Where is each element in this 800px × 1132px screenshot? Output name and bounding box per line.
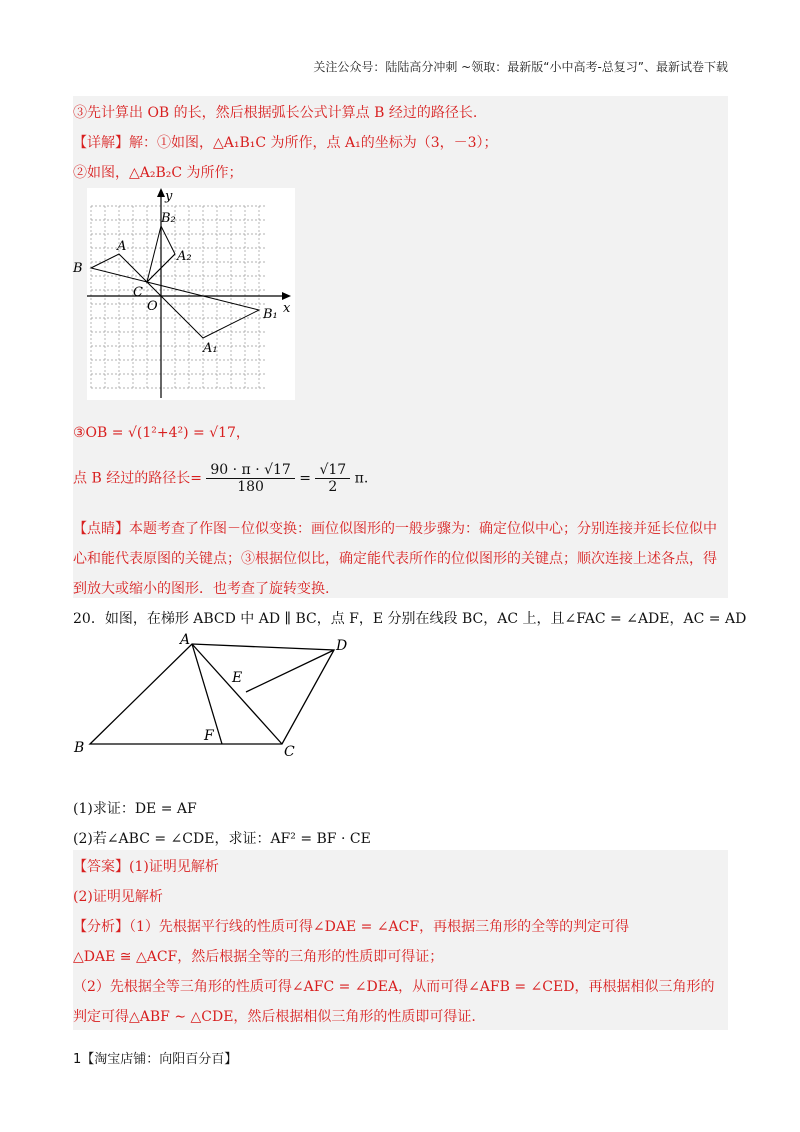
comment-text-1: 本题考查了作图－位似变换：画位似图形的一般步骤为：确定位似中心；分别连接并延长位似中 (129, 521, 717, 537)
analysis-label: 【分析】 (73, 919, 129, 935)
vertex-b-label: B (74, 740, 85, 756)
answer-line-1 (73, 856, 219, 876)
page-header: 关注公众号：陆陆高分冲刺 ~领取：最新版“小中高考-总复习”、最新试卷下载 (313, 60, 728, 74)
axis-y-label: y (165, 189, 173, 204)
path-numerator: 90 · π · √17 (206, 462, 294, 479)
analysis-line-4: 判定可得△ABF ∼ △CDE，然后根据相似三角形的性质即可得证. (73, 1009, 476, 1025)
point-a-label: A (117, 239, 127, 254)
page-footer: 1【淘宝店铺：向阳百分百】 (73, 1052, 238, 1067)
path-prefix: 点 B 经过的路径长= (73, 470, 202, 487)
point-b2-label: B₂ (161, 211, 176, 226)
answer-text-1: (1)证明见解析 (129, 859, 219, 875)
point-b-label: B (73, 261, 83, 276)
ob-calc: ③OB = √(1²+4²) = √17， (73, 425, 250, 441)
analysis-text-1: （1）先根据平行线的性质可得∠DAE = ∠ACF，再根据三角形的全等的判定可得 (129, 919, 630, 935)
analysis-line-3: （2）先根据全等三角形的性质可得∠AFC = ∠DEA，从而可得∠AFB = ∠CED，再根据相似三角形的 (73, 979, 715, 995)
point-a2-label: A₂ (177, 249, 192, 264)
analysis-line-2: △DAE ≅ △ACF，然后根据全等的三角形的性质即可得证； (73, 949, 444, 965)
comment-line-3: 到放大或缩小的图形．也考查了旋转变换. (73, 581, 330, 597)
q20-part2: (2)若∠ABC = ∠CDE，求证：AF² = BF · CE (73, 831, 371, 847)
comment-line-2: 心和能代表原图的关键点；③根据位似比，确定能代表所作的位似图形的关键点；顺次连接上述各点，得 (73, 551, 717, 567)
point-b1-label: B₁ (263, 307, 278, 322)
analysis-line-1 (73, 916, 629, 936)
q20-part1: (1)求证：DE = AF (73, 801, 197, 817)
path-numerator-2: √17 (315, 462, 350, 479)
vertex-c-label: C (284, 744, 295, 760)
path-denominator: 180 (237, 479, 264, 495)
vertex-d-label: D (336, 638, 348, 654)
comment-line-1 (73, 518, 717, 538)
solution-box-20 (73, 850, 728, 1030)
q20-stem: 20．如图，在梯形 ABCD 中 AD ∥ BC，点 F，E 分别在线段 BC，AC 上，且∠FAC = ∠ADE，AC = AD (73, 611, 747, 627)
vertex-a-label: A (180, 632, 191, 648)
point-a1-label: A₁ (203, 341, 218, 356)
path-fraction-2 (315, 462, 350, 495)
coordinate-grid-figure (73, 188, 295, 400)
path-fraction-1 (206, 462, 294, 495)
path-equals: = (299, 470, 312, 487)
detail-text: 解：①如图，△A₁B₁C 为所作，点 A₁的坐标为（3，－3）； (129, 135, 498, 151)
path-suffix: π. (354, 470, 369, 487)
solution-box-19 (73, 96, 728, 598)
axis-x-label: x (283, 301, 291, 316)
detail-line-2: ②如图，△A₂B₂C 为所作； (73, 165, 243, 181)
point-c-label: C (133, 285, 143, 300)
trapezoid-figure (72, 630, 362, 770)
comment-label: 【点睛】 (73, 521, 129, 537)
detail-line (73, 132, 498, 152)
point-e-label: E (232, 670, 243, 686)
answer-line-2: (2)证明见解析 (73, 889, 163, 905)
answer-label: 【答案】 (73, 859, 129, 875)
step3-hint: ③先计算出 OB 的长，然后根据弧长公式计算点 B 经过的路径长. (73, 105, 478, 121)
origin-label: O (147, 299, 158, 314)
path-denominator-2: 2 (328, 479, 338, 495)
path-length-line (73, 462, 368, 495)
point-f-label: F (204, 728, 214, 744)
detail-label: 【详解】 (73, 135, 129, 151)
